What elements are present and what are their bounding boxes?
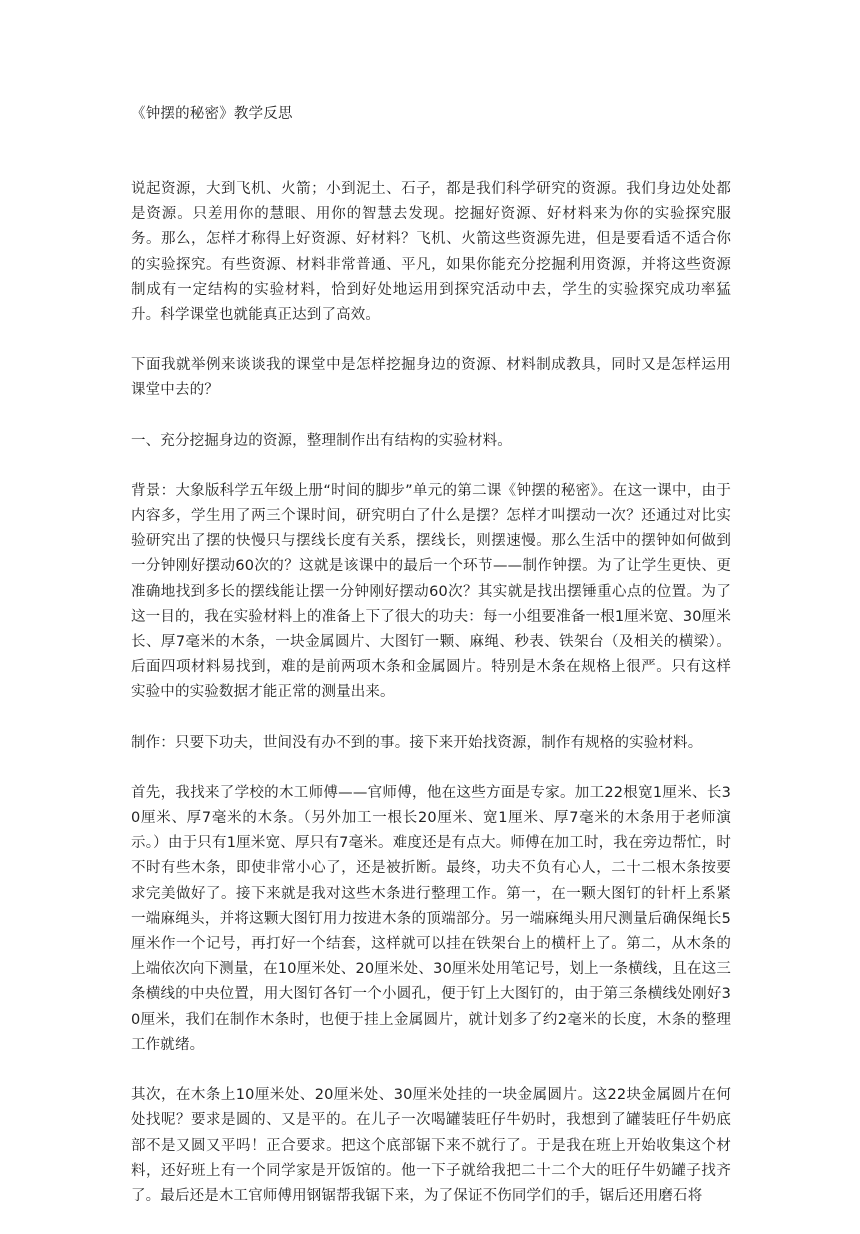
paragraph-intro: 说起资源，大到飞机、火箭；小到泥土、石子，都是我们科学研究的资源。我们身边处处都是资源。只差用你的慧眼、用你的智慧去发现。挖掘好资源、好材料来为你的实验探究服务。那么，怎样才称得上好资源、好材料？飞机、火箭这些资源先进，但是要看适不适合你的实验探究。有些资源、材料非常普通、平凡，如果你能充分挖掘利用资源，并将这些资源制成有一定结构的实验材料，恰到好处地运用到探究活动中去，学生的实验探究成功率猛升。科学课堂也就能真正达到了高效。 (131, 181, 731, 324)
document-page (131, 102, 731, 1234)
paragraph-making: 制作：只要下功夫，世间没有办不到的事。接下来开始找资源，制作有规格的实验材料。 (131, 734, 703, 751)
title-spacer (131, 127, 731, 177)
paragraph-background: 背景：大象版科学五年级上册“时间的脚步”单元的第二课《钟摆的秘密》。在这一课中，由于内容多，学生用了两三个课时间，研究明白了什么是摆？怎样才叫摆动一次？还通过对比实验研究出了摆的快慢只与摆线长度有关系，摆线长，则摆速慢。那么生活中的摆钟如何做到一分钟刚好摆动60次的？这就是该课中的最后一个环节——制作钟摆。为了让学生更快、更准确地找到多长的摆线能让摆一分钟刚好摆动60次？其实就是找出摆锤重心点的位置。为了这一目的，我在实验材料上的准备上下了很大的功夫：每一小组要准备一根1厘米宽、30厘米长、厚7毫米的木条，一块金属圆片、大图钉一颗、麻绳、秒表、铁架台（及相关的横梁）。后面四项材料易找到，难的是前两项木条和金属圆片。特别是木条在规格上很严。只有这样实验中的实验数据才能正常的测量出来。 (131, 482, 731, 701)
document-title: 《钟摆的秘密》教学反思 (131, 106, 293, 122)
paragraph-second: 其次，在木条上10厘米处、20厘米处、30厘米处挂的一块金属圆片。这22块金属圆片在何处找呢？要求是圆的、又是平的。在儿子一次喝罐装旺仔牛奶时，我想到了罐装旺仔牛奶底部不是又圆又平吗！正合要求。把这个底部锯下来不就行了。于是我在班上开始收集这个材料，还好班上有一个同学家是开饭馆的。他一下子就给我把二十二个大的旺仔牛奶罐子找齐了。最后还是木工官师傅用钢锯帮我锯下来，为了保证不伤同学们的手，锯后还用磨石将 (131, 1087, 731, 1204)
section-heading-one: 一、充分挖掘身边的资源，整理制作出有结构的实验材料。 (131, 432, 512, 449)
paragraph-first: 首先，我找来了学校的木工师傅——官师傅，他在这些方面是专家。加工22根宽1厘米、长30厘米、厚7毫米的木条。（另外加工一根长20厘米、宽1厘米、厚7毫米的木条用于老师演示。）由于只有1厘米宽、厚只有7毫米。难度还是有点大。师傅在加工时，我在旁边帮忙，时不时有些木条，即使非常小心了，还是被折断。最终，功夫不负有心人，二十二根木条按要求完美做好了。接下来就是我对这些木条进行整理工作。第一，在一颗大图钉的针杆上系紧一端麻绳头，并将这颗大图钉用力按进木条的顶端部分。另一端麻绳头用尺测量后确保绳长5厘米作一个记号，再打好一个结套，这样就可以挂在铁架台上的横杆上了。第二，从木条的上端依次向下测量，在10厘米处、20厘米处、30厘米处用笔记号，划上一条横线，且在这三条横线的中央位置，用大图钉各钉一个小圆孔，便于钉上大图钉的，由于第三条横线处刚好30厘米，我们在制作木条时，也便于挂上金属圆片，就计划多了约2毫米的长度，木条的整理工作就绪。 (131, 784, 731, 1053)
paragraph-preview: 下面我就举例来谈谈我的课堂中是怎样挖掘身边的资源、材料制成教具，同时又是怎样运用课堂中去的？ (131, 357, 731, 399)
